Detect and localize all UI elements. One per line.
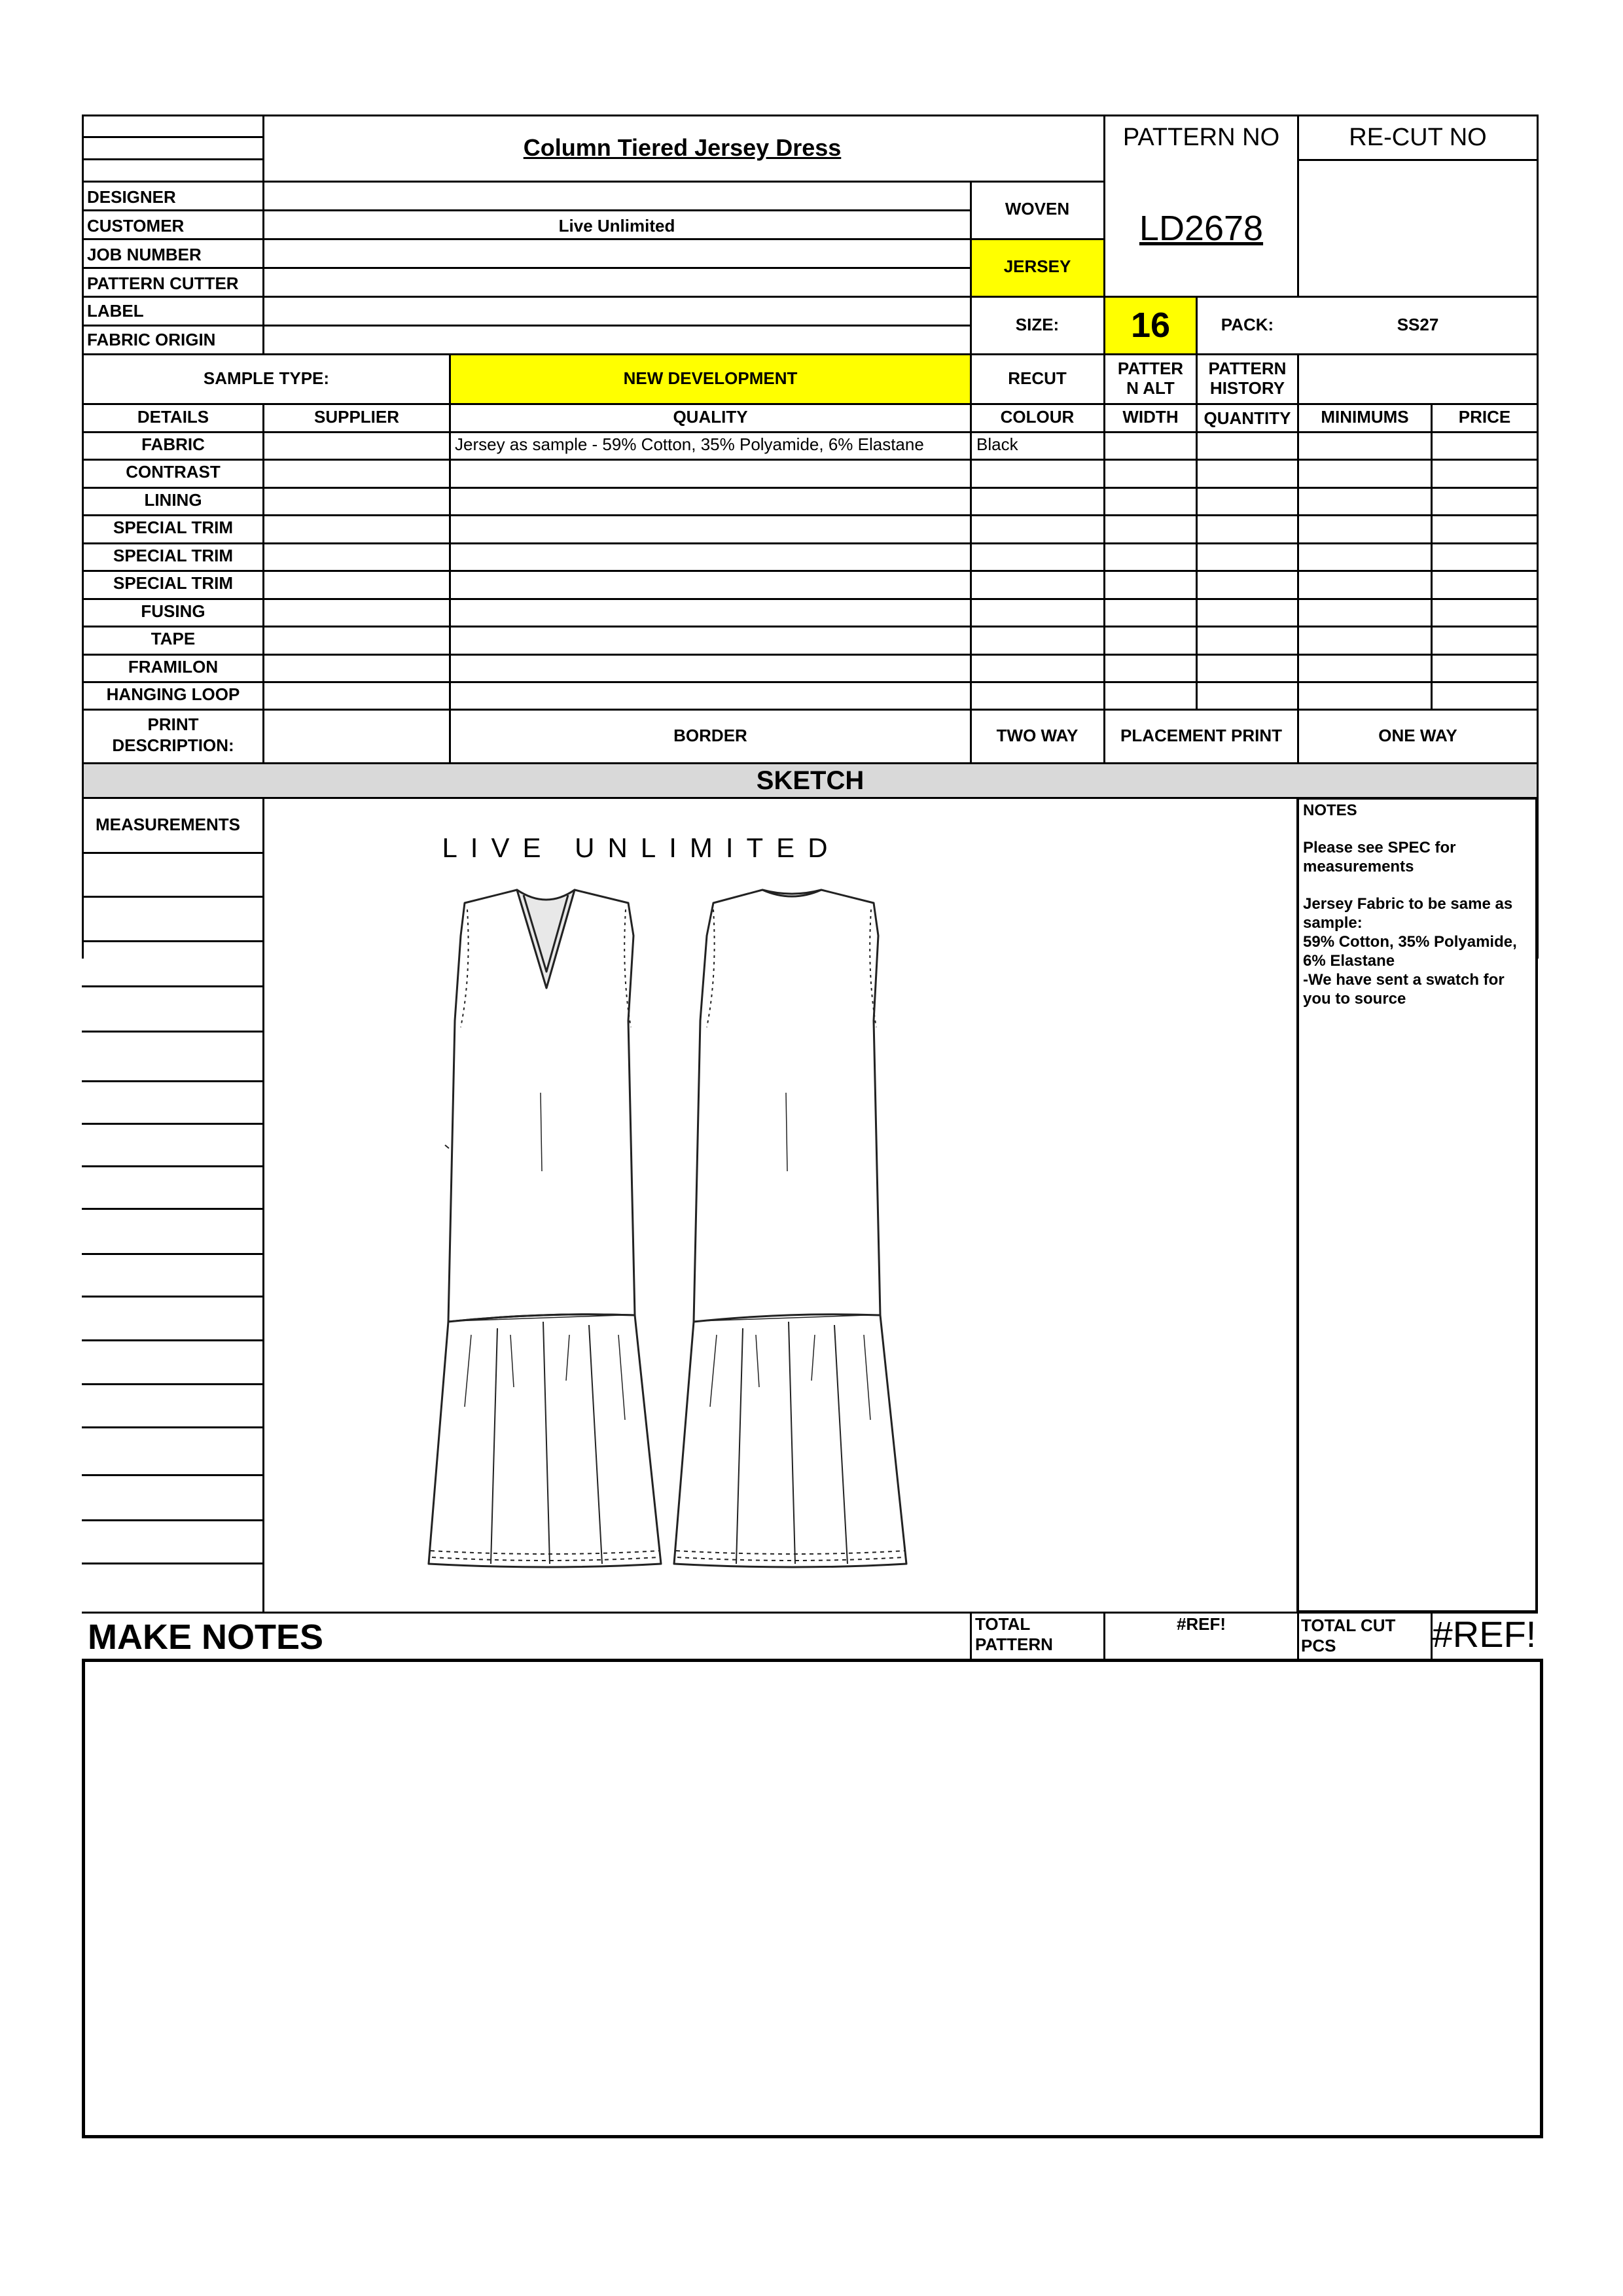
pattern-alt-label: N ALT — [1126, 378, 1175, 398]
col-header-details: DETAILS — [137, 407, 209, 427]
material-detail: FABRIC — [141, 434, 205, 454]
pack-value: SS27 — [1397, 315, 1439, 334]
material-detail: TAPE — [151, 629, 196, 648]
col-header-colour: COLOUR — [1000, 407, 1075, 427]
material-detail: SPECIAL TRIM — [113, 518, 233, 537]
material-detail: HANGING LOOP — [106, 684, 240, 704]
pattern-history-label: PATTERN — [1208, 359, 1287, 378]
make-notes-heading: MAKE NOTES — [88, 1617, 324, 1657]
info-label: FABRIC ORIGIN — [87, 330, 216, 349]
total-pattern-label: PATTERN — [975, 1634, 1053, 1654]
sketch-heading: SKETCH — [756, 766, 865, 795]
col-header-quality: QUALITY — [673, 407, 748, 427]
material-detail: FUSING — [141, 601, 205, 621]
info-label: PATTERN CUTTER — [87, 274, 239, 293]
pattern-number: LD2678 — [1139, 209, 1264, 248]
info-label: DESIGNER — [87, 187, 176, 207]
col-header-minimums: MINIMUMS — [1321, 407, 1409, 427]
col-header-width: WIDTH — [1122, 407, 1179, 427]
brand-wordmark: LIVE UNLIMITED — [442, 832, 841, 863]
notes-line: measurements — [1303, 858, 1414, 875]
notes-line: Jersey Fabric to be same as — [1303, 895, 1513, 913]
recut-no-label: RE-CUT NO — [1349, 124, 1487, 151]
pattern-history-label: HISTORY — [1209, 378, 1285, 398]
material-detail: CONTRAST — [126, 462, 221, 482]
print-one-way: ONE WAY — [1378, 726, 1457, 745]
print-description-label: DESCRIPTION: — [112, 735, 234, 755]
info-label: CUSTOMER — [87, 216, 185, 236]
pattern-alt-label: PATTER — [1117, 359, 1184, 378]
pattern-no-label: PATTERN NO — [1122, 124, 1280, 151]
woven-label: WOVEN — [1005, 199, 1070, 219]
dress-sketch — [393, 883, 942, 1590]
notes-line: sample: — [1303, 914, 1363, 932]
make-notes-box[interactable] — [82, 1659, 1543, 2138]
notes-line: you to source — [1303, 990, 1406, 1008]
material-detail: FRAMILON — [128, 657, 219, 677]
front-view-drawing — [429, 890, 661, 1567]
info-label: LABEL — [87, 301, 144, 321]
print-border: BORDER — [673, 726, 747, 745]
total-cut-label: PCS — [1301, 1636, 1336, 1655]
print-two-way: TWO WAY — [996, 726, 1079, 745]
total-pattern-label: TOTAL — [975, 1614, 1031, 1634]
total-cut-value: #REF! — [1432, 1614, 1537, 1655]
recut-label: RECUT — [1008, 368, 1067, 388]
notes-line: -We have sent a swatch for — [1303, 971, 1505, 989]
total-pattern-value: #REF! — [1176, 1614, 1226, 1634]
sample-type-value: NEW DEVELOPMENT — [623, 368, 798, 388]
col-header-price: PRICE — [1458, 407, 1511, 427]
pack-label: PACK: — [1221, 315, 1274, 334]
material-detail: SPECIAL TRIM — [113, 573, 233, 593]
notes-heading: NOTES — [1303, 802, 1357, 819]
notes-line: 6% Elastane — [1303, 952, 1395, 970]
material-detail: SPECIAL TRIM — [113, 546, 233, 565]
jersey-label: JERSEY — [1003, 256, 1071, 276]
notes-line: 59% Cotton, 35% Polyamide, — [1303, 933, 1517, 951]
material-quality: Jersey as sample - 59% Cotton, 35% Polyamide, 6% Elastane — [455, 434, 924, 454]
col-header-supplier: SUPPLIER — [313, 407, 400, 427]
info-label: JOB NUMBER — [87, 245, 202, 264]
back-view-drawing — [674, 890, 906, 1567]
total-cut-label: TOTAL CUT — [1301, 1616, 1396, 1635]
col-header-quantity: QUANTITY — [1204, 408, 1291, 428]
sample-type-label: SAMPLE TYPE: — [203, 368, 330, 388]
material-colour: Black — [976, 434, 1018, 454]
print-placement: PLACEMENT PRINT — [1120, 726, 1282, 745]
material-detail: LINING — [144, 490, 202, 510]
size-label: SIZE: — [1015, 315, 1060, 334]
measurements-label: MEASUREMENTS — [96, 815, 241, 834]
notes-line: Please see SPEC for — [1303, 839, 1456, 857]
size-value: 16 — [1130, 306, 1171, 345]
print-description-label: PRINT — [147, 715, 199, 734]
customer-value: Live Unlimited — [558, 216, 675, 236]
style-title: Column Tiered Jersey Dress — [523, 134, 842, 161]
